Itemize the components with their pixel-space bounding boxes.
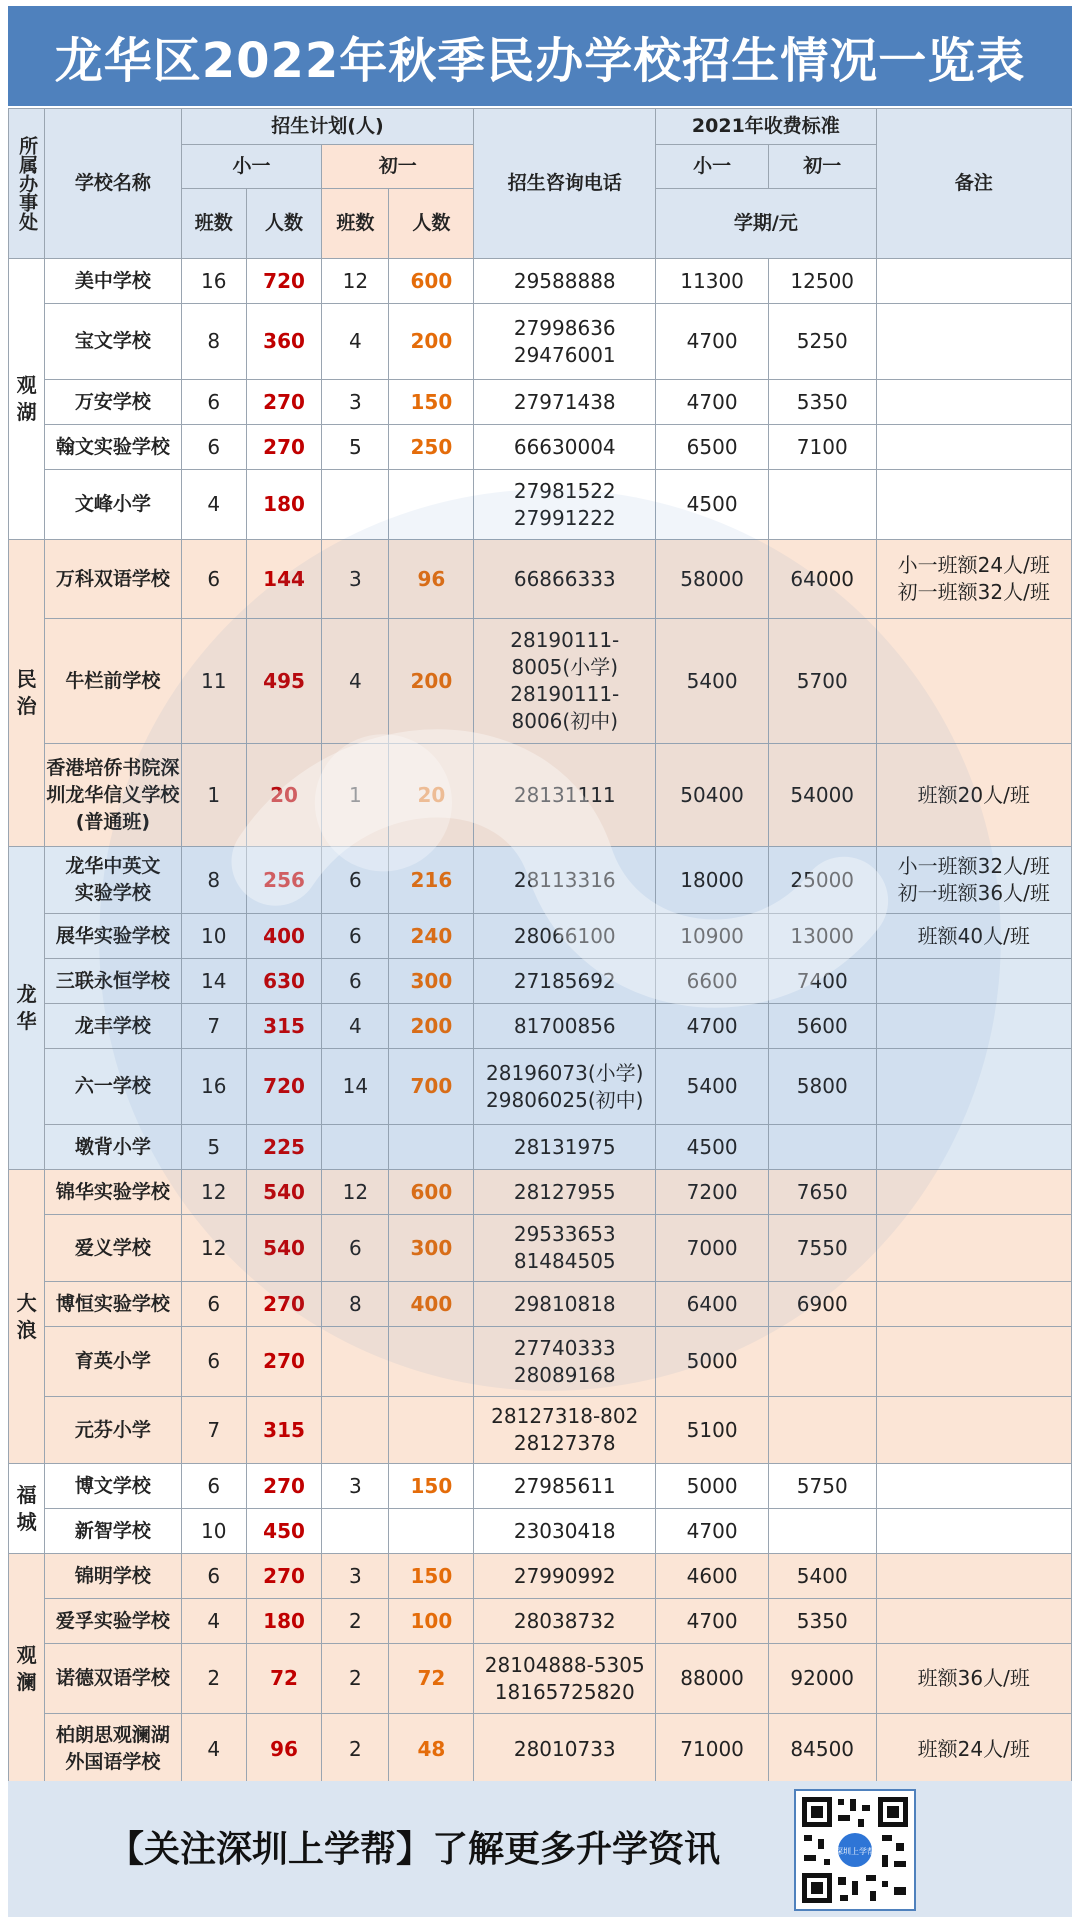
note-cell — [876, 1464, 1072, 1509]
grade1-classes-cell: 6 — [181, 1464, 246, 1509]
table-row — [9, 1049, 1072, 1125]
grade7-classes-cell: 3 — [322, 380, 389, 425]
grade1-classes-cell: 6 — [181, 1554, 246, 1599]
grade7-people-cell: 240 — [389, 914, 474, 959]
grade1-people-cell: 630 — [246, 959, 321, 1004]
school-name-cell: 宝文学校 — [45, 304, 181, 380]
table-row — [9, 1397, 1072, 1464]
fee-grade1-cell: 58000 — [656, 540, 769, 619]
school-name-cell: 元芬小学 — [45, 1397, 181, 1464]
fee-grade7-cell: 5700 — [768, 619, 876, 744]
page-title: 龙华区2022年秋季民办学校招生情况一览表 — [8, 6, 1072, 106]
school-name-cell: 文峰小学 — [45, 470, 181, 540]
table-row — [9, 1282, 1072, 1327]
note-cell — [876, 1327, 1072, 1397]
grade1-people-cell: 315 — [246, 1004, 321, 1049]
table-row — [9, 959, 1072, 1004]
grade1-classes-cell: 5 — [181, 1125, 246, 1170]
grade7-classes-cell: 6 — [322, 1215, 389, 1282]
phone-cell: 29588888 — [474, 259, 656, 304]
table-row — [9, 470, 1072, 540]
grade7-classes-cell: 2 — [322, 1714, 389, 1785]
fee-grade1-cell: 4700 — [656, 1004, 769, 1049]
fee-grade1-cell: 4500 — [656, 470, 769, 540]
grade1-classes-cell: 4 — [181, 1599, 246, 1644]
fee-grade1-cell: 4700 — [656, 380, 769, 425]
table-row — [9, 259, 1072, 304]
grade1-classes-cell: 14 — [181, 959, 246, 1004]
grade1-people-cell: 540 — [246, 1170, 321, 1215]
table-row — [9, 1170, 1072, 1215]
fee-grade7-cell: 7100 — [768, 425, 876, 470]
fee-grade1-cell: 5400 — [656, 1049, 769, 1125]
fee-grade1-cell: 4700 — [656, 1509, 769, 1554]
qr-center-label: 深圳上学帮 — [835, 1847, 875, 1856]
table-row — [9, 619, 1072, 744]
grade1-classes-cell: 16 — [181, 1049, 246, 1125]
grade7-people-cell — [389, 1397, 474, 1464]
office-cell: 福城 — [9, 1464, 45, 1554]
school-name-cell: 展华实验学校 — [45, 914, 181, 959]
grade1-classes-cell: 7 — [181, 1397, 246, 1464]
note-cell — [876, 470, 1072, 540]
table-row — [9, 1714, 1072, 1785]
fee-grade1-cell: 7000 — [656, 1215, 769, 1282]
fee-grade7-cell: 7550 — [768, 1215, 876, 1282]
fee-grade7-cell: 5350 — [768, 1599, 876, 1644]
note-cell — [876, 1599, 1072, 1644]
fee-grade1-cell: 5000 — [656, 1327, 769, 1397]
grade1-people-cell: 256 — [246, 847, 321, 914]
grade7-people-cell: 72 — [389, 1644, 474, 1714]
grade7-people-cell: 100 — [389, 1599, 474, 1644]
grade1-people-cell: 720 — [246, 1049, 321, 1125]
fee-grade7-cell: 64000 — [768, 540, 876, 619]
grade7-classes-cell: 12 — [322, 1170, 389, 1215]
grade7-classes-cell: 6 — [322, 914, 389, 959]
table-row — [9, 1644, 1072, 1714]
school-name-cell: 锦华实验学校 — [45, 1170, 181, 1215]
school-name-cell: 牛栏前学校 — [45, 619, 181, 744]
grade1-people-cell: 270 — [246, 1327, 321, 1397]
phone-cell: 28127318-802 28127378 — [474, 1397, 656, 1464]
phone-cell: 28104888-5305 18165725820 — [474, 1644, 656, 1714]
school-name-cell: 墩背小学 — [45, 1125, 181, 1170]
note-cell — [876, 1397, 1072, 1464]
grade1-classes-cell: 6 — [181, 425, 246, 470]
fee-grade7-cell — [768, 1125, 876, 1170]
school-name-cell: 美中学校 — [45, 259, 181, 304]
note-cell — [876, 959, 1072, 1004]
grade7-people-cell: 200 — [389, 304, 474, 380]
note-cell — [876, 1282, 1072, 1327]
phone-cell: 28190111- 8005(小学) 28190111- 8006(初中) — [474, 619, 656, 744]
grade7-classes-cell: 3 — [322, 1554, 389, 1599]
grade7-classes-cell — [322, 470, 389, 540]
grade7-classes-cell: 2 — [322, 1644, 389, 1714]
note-cell: 班额20人/班 — [876, 744, 1072, 847]
school-name-cell: 博恒实验学校 — [45, 1282, 181, 1327]
grade1-people-cell: 270 — [246, 425, 321, 470]
fee-grade7-cell: 92000 — [768, 1644, 876, 1714]
school-name-cell: 爱孚实验学校 — [45, 1599, 181, 1644]
header-grade1: 小一 — [181, 145, 322, 189]
header-plan: 招生计划(人) — [181, 109, 474, 145]
table-row — [9, 914, 1072, 959]
office-cell: 观澜 — [9, 1554, 45, 1785]
grade7-classes-cell: 4 — [322, 619, 389, 744]
fee-grade7-cell: 13000 — [768, 914, 876, 959]
qr-code-icon[interactable] — [794, 1789, 916, 1911]
note-cell: 小一班额24人/班 初一班额32人/班 — [876, 540, 1072, 619]
phone-cell: 27981522 27991222 — [474, 470, 656, 540]
grade7-people-cell: 48 — [389, 1714, 474, 1785]
grade1-people-cell: 540 — [246, 1215, 321, 1282]
grade7-classes-cell: 3 — [322, 540, 389, 619]
table-row — [9, 1599, 1072, 1644]
table-row — [9, 1509, 1072, 1554]
grade1-people-cell: 720 — [246, 259, 321, 304]
table-row — [9, 744, 1072, 847]
table-row — [9, 304, 1072, 380]
note-cell: 班额24人/班 — [876, 1714, 1072, 1785]
grade1-classes-cell: 4 — [181, 1714, 246, 1785]
school-name-cell: 三联永恒学校 — [45, 959, 181, 1004]
grade1-classes-cell: 2 — [181, 1644, 246, 1714]
fee-grade7-cell: 5600 — [768, 1004, 876, 1049]
qr-code-graphic — [796, 1791, 914, 1909]
header-fee-unit: 学期/元 — [656, 189, 876, 259]
fee-grade1-cell: 10900 — [656, 914, 769, 959]
grade7-classes-cell: 4 — [322, 304, 389, 380]
header-phone: 招生咨询电话 — [474, 109, 656, 259]
fee-grade1-cell: 11300 — [656, 259, 769, 304]
phone-cell: 27985611 — [474, 1464, 656, 1509]
phone-cell: 27998636 29476001 — [474, 304, 656, 380]
fee-grade1-cell: 4700 — [656, 1599, 769, 1644]
grade7-people-cell: 300 — [389, 959, 474, 1004]
fee-grade7-cell: 54000 — [768, 744, 876, 847]
note-cell — [876, 1509, 1072, 1554]
note-cell — [876, 1554, 1072, 1599]
note-cell — [876, 425, 1072, 470]
fee-grade1-cell: 5400 — [656, 619, 769, 744]
school-name-cell: 龙华中英文 实验学校 — [45, 847, 181, 914]
header-fee: 2021年收费标准 — [656, 109, 876, 145]
phone-cell: 66866333 — [474, 540, 656, 619]
grade1-people-cell: 180 — [246, 470, 321, 540]
grade1-classes-cell: 6 — [181, 540, 246, 619]
grade7-classes-cell: 8 — [322, 1282, 389, 1327]
phone-cell: 28113316 — [474, 847, 656, 914]
fee-grade1-cell: 71000 — [656, 1714, 769, 1785]
school-name-cell: 博文学校 — [45, 1464, 181, 1509]
table-row — [9, 425, 1072, 470]
note-cell — [876, 1215, 1072, 1282]
grade7-classes-cell: 14 — [322, 1049, 389, 1125]
fee-grade1-cell: 18000 — [656, 847, 769, 914]
phone-cell: 81700856 — [474, 1004, 656, 1049]
phone-cell: 28131111 — [474, 744, 656, 847]
note-cell — [876, 1049, 1072, 1125]
note-cell — [876, 619, 1072, 744]
grade1-people-cell: 144 — [246, 540, 321, 619]
office-cell: 观湖 — [9, 259, 45, 540]
grade7-classes-cell: 3 — [322, 1464, 389, 1509]
school-name-cell: 翰文实验学校 — [45, 425, 181, 470]
table-row — [9, 1327, 1072, 1397]
note-cell — [876, 1125, 1072, 1170]
fee-grade7-cell: 5350 — [768, 380, 876, 425]
fee-grade7-cell — [768, 1327, 876, 1397]
grade7-classes-cell — [322, 1509, 389, 1554]
header-fee-grade1: 小一 — [656, 145, 769, 189]
table-row — [9, 540, 1072, 619]
grade1-classes-cell: 6 — [181, 1327, 246, 1397]
grade7-people-cell: 150 — [389, 1464, 474, 1509]
school-name-cell: 六一学校 — [45, 1049, 181, 1125]
phone-cell: 27990992 — [474, 1554, 656, 1599]
fee-grade1-cell: 6400 — [656, 1282, 769, 1327]
header-classes-g7: 班数 — [322, 189, 389, 259]
fee-grade7-cell: 12500 — [768, 259, 876, 304]
table-row — [9, 1464, 1072, 1509]
grade1-people-cell: 180 — [246, 1599, 321, 1644]
header-people-g1: 人数 — [246, 189, 321, 259]
grade1-classes-cell: 6 — [181, 380, 246, 425]
grade7-people-cell — [389, 1327, 474, 1397]
grade7-classes-cell — [322, 1397, 389, 1464]
school-name-cell: 万科双语学校 — [45, 540, 181, 619]
grade7-people-cell — [389, 470, 474, 540]
fee-grade7-cell: 5250 — [768, 304, 876, 380]
grade7-people-cell — [389, 1509, 474, 1554]
grade7-people-cell: 700 — [389, 1049, 474, 1125]
footer-banner — [8, 1781, 1072, 1917]
note-cell: 小一班额32人/班 初一班额36人/班 — [876, 847, 1072, 914]
fee-grade1-cell: 6500 — [656, 425, 769, 470]
grade1-people-cell: 225 — [246, 1125, 321, 1170]
fee-grade1-cell: 50400 — [656, 744, 769, 847]
note-cell — [876, 1004, 1072, 1049]
grade7-classes-cell — [322, 1327, 389, 1397]
grade7-people-cell: 600 — [389, 1170, 474, 1215]
header-people-g7: 人数 — [389, 189, 474, 259]
grade7-classes-cell: 2 — [322, 1599, 389, 1644]
table-row — [9, 1125, 1072, 1170]
grade7-people-cell: 600 — [389, 259, 474, 304]
grade1-classes-cell: 12 — [181, 1170, 246, 1215]
note-cell — [876, 1170, 1072, 1215]
note-cell: 班额40人/班 — [876, 914, 1072, 959]
grade1-people-cell: 72 — [246, 1644, 321, 1714]
grade1-people-cell: 270 — [246, 1464, 321, 1509]
fee-grade1-cell: 4500 — [656, 1125, 769, 1170]
table-row — [9, 1004, 1072, 1049]
header-classes-g1: 班数 — [181, 189, 246, 259]
fee-grade7-cell — [768, 470, 876, 540]
grade7-people-cell: 250 — [389, 425, 474, 470]
school-name-cell: 新智学校 — [45, 1509, 181, 1554]
phone-cell: 27740333 28089168 — [474, 1327, 656, 1397]
phone-cell: 27971438 — [474, 380, 656, 425]
grade1-people-cell: 315 — [246, 1397, 321, 1464]
grade7-people-cell: 200 — [389, 619, 474, 744]
enrollment-table — [8, 108, 1072, 1785]
grade1-people-cell: 495 — [246, 619, 321, 744]
table-row — [9, 1554, 1072, 1599]
grade1-people-cell: 270 — [246, 380, 321, 425]
school-name-cell: 爱义学校 — [45, 1215, 181, 1282]
grade7-classes-cell: 4 — [322, 1004, 389, 1049]
grade1-classes-cell: 10 — [181, 914, 246, 959]
note-cell — [876, 380, 1072, 425]
grade7-people-cell: 300 — [389, 1215, 474, 1282]
phone-cell: 29810818 — [474, 1282, 656, 1327]
school-name-cell: 诺德双语学校 — [45, 1644, 181, 1714]
fee-grade1-cell: 5100 — [656, 1397, 769, 1464]
grade7-classes-cell — [322, 1125, 389, 1170]
phone-cell: 28196073(小学) 29806025(初中) — [474, 1049, 656, 1125]
header-school: 学校名称 — [45, 109, 181, 259]
grade1-people-cell: 270 — [246, 1282, 321, 1327]
phone-cell: 28038732 — [474, 1599, 656, 1644]
footer-text: 【关注深圳上学帮】了解更多升学资讯 — [108, 1829, 721, 1870]
fee-grade1-cell: 88000 — [656, 1644, 769, 1714]
grade1-people-cell: 450 — [246, 1509, 321, 1554]
office-cell: 龙华 — [9, 847, 45, 1170]
grade7-classes-cell: 1 — [322, 744, 389, 847]
phone-cell: 28010733 — [474, 1714, 656, 1785]
fee-grade7-cell: 6900 — [768, 1282, 876, 1327]
fee-grade1-cell: 5000 — [656, 1464, 769, 1509]
fee-grade7-cell: 5750 — [768, 1464, 876, 1509]
fee-grade1-cell: 4700 — [656, 304, 769, 380]
phone-cell: 28131975 — [474, 1125, 656, 1170]
grade1-classes-cell: 10 — [181, 1509, 246, 1554]
header-office: 所属办事处 — [9, 109, 45, 259]
grade1-people-cell: 270 — [246, 1554, 321, 1599]
fee-grade1-cell: 7200 — [656, 1170, 769, 1215]
phone-cell: 66630004 — [474, 425, 656, 470]
grade1-classes-cell: 8 — [181, 847, 246, 914]
table-row — [9, 847, 1072, 914]
grade1-people-cell: 96 — [246, 1714, 321, 1785]
table-row — [9, 1215, 1072, 1282]
note-cell — [876, 304, 1072, 380]
phone-cell: 29533653 81484505 — [474, 1215, 656, 1282]
grade1-classes-cell: 8 — [181, 304, 246, 380]
phone-cell: 28127955 — [474, 1170, 656, 1215]
fee-grade7-cell — [768, 1509, 876, 1554]
grade7-people-cell: 400 — [389, 1282, 474, 1327]
grade1-classes-cell: 16 — [181, 259, 246, 304]
grade1-people-cell: 400 — [246, 914, 321, 959]
grade7-people-cell: 200 — [389, 1004, 474, 1049]
fee-grade7-cell: 84500 — [768, 1714, 876, 1785]
header-note: 备注 — [876, 109, 1072, 259]
school-name-cell: 香港培侨书院深 圳龙华信义学校 (普通班) — [45, 744, 181, 847]
fee-grade7-cell: 7650 — [768, 1170, 876, 1215]
grade1-classes-cell: 6 — [181, 1282, 246, 1327]
phone-cell: 28066100 — [474, 914, 656, 959]
school-name-cell: 柏朗思观澜湖 外国语学校 — [45, 1714, 181, 1785]
grade7-people-cell — [389, 1125, 474, 1170]
grade7-people-cell: 216 — [389, 847, 474, 914]
grade1-classes-cell: 7 — [181, 1004, 246, 1049]
grade1-classes-cell: 12 — [181, 1215, 246, 1282]
grade7-classes-cell: 6 — [322, 959, 389, 1004]
school-name-cell: 锦明学校 — [45, 1554, 181, 1599]
table-row — [9, 380, 1072, 425]
grade7-people-cell: 150 — [389, 1554, 474, 1599]
fee-grade7-cell: 7400 — [768, 959, 876, 1004]
header-grade7: 初一 — [322, 145, 474, 189]
fee-grade7-cell — [768, 1397, 876, 1464]
office-cell: 民治 — [9, 540, 45, 847]
grade1-classes-cell: 4 — [181, 470, 246, 540]
phone-cell: 27185692 — [474, 959, 656, 1004]
fee-grade1-cell: 6600 — [656, 959, 769, 1004]
grade7-people-cell: 150 — [389, 380, 474, 425]
grade7-people-cell: 20 — [389, 744, 474, 847]
school-name-cell: 龙丰学校 — [45, 1004, 181, 1049]
grade7-classes-cell: 12 — [322, 259, 389, 304]
school-name-cell: 万安学校 — [45, 380, 181, 425]
grade7-classes-cell: 6 — [322, 847, 389, 914]
fee-grade7-cell: 25000 — [768, 847, 876, 914]
header-fee-grade7: 初一 — [768, 145, 876, 189]
grade7-classes-cell: 5 — [322, 425, 389, 470]
note-cell — [876, 259, 1072, 304]
grade7-people-cell: 96 — [389, 540, 474, 619]
note-cell: 班额36人/班 — [876, 1644, 1072, 1714]
office-cell: 大浪 — [9, 1170, 45, 1464]
grade1-classes-cell: 11 — [181, 619, 246, 744]
school-name-cell: 育英小学 — [45, 1327, 181, 1397]
fee-grade7-cell: 5800 — [768, 1049, 876, 1125]
fee-grade7-cell: 5400 — [768, 1554, 876, 1599]
grade1-people-cell: 360 — [246, 304, 321, 380]
fee-grade1-cell: 4600 — [656, 1554, 769, 1599]
phone-cell: 23030418 — [474, 1509, 656, 1554]
grade1-classes-cell: 1 — [181, 744, 246, 847]
grade1-people-cell: 20 — [246, 744, 321, 847]
